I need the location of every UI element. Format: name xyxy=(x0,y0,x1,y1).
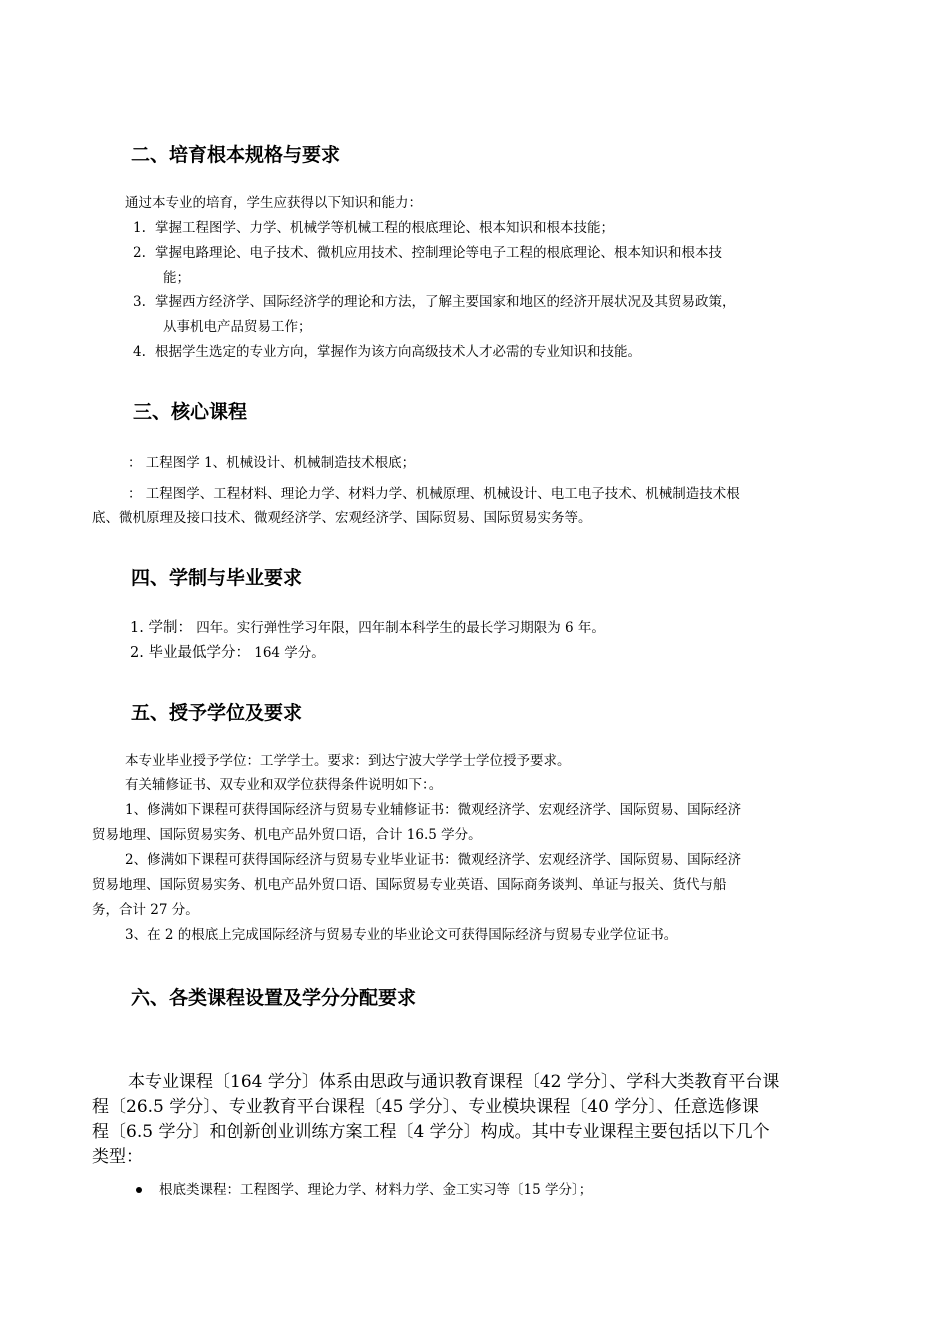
curriculum-paragraph-continued: 类型： xyxy=(92,1147,143,1167)
list-text: 掌握电路理论、电子技术、微机应用技术、控制理论等电子工程的根底理论、根本知识和根本技 xyxy=(155,245,722,261)
section-2-intro: 通过本专业的培育，学生应获得以下知识和能力： xyxy=(125,195,422,211)
degree-paragraph-continued: 贸易地理、国际贸易实务、机电产品外贸口语、国际贸易专业英语、国际商务谈判、单证与报关、货代与船 xyxy=(92,877,727,893)
core-course-line: ： 工程图学 1、机械设计、机械制造技术根底； xyxy=(128,455,416,471)
list-item xyxy=(133,292,736,312)
degree-paragraph: 3、在 2 的根底上完成国际经济与贸易专业的毕业论文可获得国际经济与贸易专业学位证书。 xyxy=(125,927,678,943)
degree-paragraph-continued: 贸易地理、国际贸易实务、机电产品外贸口语，合计 16.5 学分。 xyxy=(92,827,482,843)
degree-paragraph: 2、修满如下课程可获得国际经济与贸易专业毕业证书：微观经济学、宏观经济学、国际贸易、国际经济 xyxy=(125,852,742,868)
core-course-line: ： 工程图学、工程材料、理论力学、材料力学、机械原理、机械设计、电工电子技术、机械制造技术根 xyxy=(128,486,740,502)
credits-line xyxy=(130,643,325,663)
credits-label: 2. 毕业最低学分： xyxy=(130,645,250,661)
degree-paragraph: 1、修满如下课程可获得国际经济与贸易专业辅修证书：微观经济学、宏观经济学、国际贸易、国际经济 xyxy=(125,802,742,818)
list-number: 4. xyxy=(133,344,146,360)
core-course-line-continued: 底、微机原理及接口技术、微观经济学、宏观经济学、国际贸易、国际贸易实务等。 xyxy=(92,510,592,526)
list-item xyxy=(133,218,614,238)
list-text: 掌握工程图学、力学、机械学等机械工程的根底理论、根本知识和根本技能； xyxy=(155,220,614,236)
list-text: 掌握西方经济学、国际经济学的理论和方法，了解主要国家和地区的经济开展状况及其贸易政策， xyxy=(155,294,736,310)
list-item xyxy=(133,342,641,362)
schooling-label: 1. 学制： xyxy=(130,620,192,636)
curriculum-paragraph-continued: 程〔26.5 学分〕、专业教育平台课程〔45 学分〕、专业模块课程〔40 学分〕、任意选修课 xyxy=(92,1097,759,1117)
bullet-dot-icon xyxy=(136,1187,142,1193)
schooling-text: 四年。实行弹性学习年限，四年制本科学生的最长学习期限为 6 年。 xyxy=(196,620,605,636)
bullet-item: 根底类课程：工程图学、理论力学、材料力学、金工实习等〔15 学分〕； xyxy=(159,1182,593,1198)
degree-paragraph: 本专业毕业授予学位：工学学士。要求：到达宁波大学学士学位授予要求。 xyxy=(125,753,571,769)
section-heading-5: 五、授予学位及要求 xyxy=(131,702,303,724)
section-heading-6: 六、各类课程设置及学分分配要求 xyxy=(131,987,417,1009)
section-heading-3: 三、核心课程 xyxy=(133,401,248,423)
curriculum-paragraph-continued: 程〔6.5 学分〕和创新创业训练方案工程〔4 学分〕构成。其中专业课程主要包括以下几个 xyxy=(92,1122,770,1142)
degree-paragraph: 有关辅修证书、双专业和双学位获得条件说明如下：。 xyxy=(125,777,443,793)
list-text: 根据学生选定的专业方向，掌握作为该方向高级技术人才必需的专业知识和技能。 xyxy=(155,344,641,360)
schooling-line xyxy=(130,618,605,638)
list-text-continued: 从事机电产品贸易工作； xyxy=(163,319,312,335)
credits-text: 164 学分。 xyxy=(254,645,325,661)
section-heading-2: 二、培育根本规格与要求 xyxy=(131,144,341,166)
list-number: 2. xyxy=(133,245,146,261)
curriculum-paragraph: 本专业课程〔164 学分〕体系由思政与通识教育课程〔42 学分〕、学科大类教育平台课 xyxy=(128,1072,780,1092)
list-number: 3. xyxy=(133,294,146,310)
list-text-continued: 能； xyxy=(163,270,190,286)
list-number: 1. xyxy=(133,220,146,236)
section-heading-4: 四、学制与毕业要求 xyxy=(131,567,303,589)
degree-paragraph-continued: 务，合计 27 分。 xyxy=(92,902,199,918)
list-item xyxy=(133,243,722,263)
